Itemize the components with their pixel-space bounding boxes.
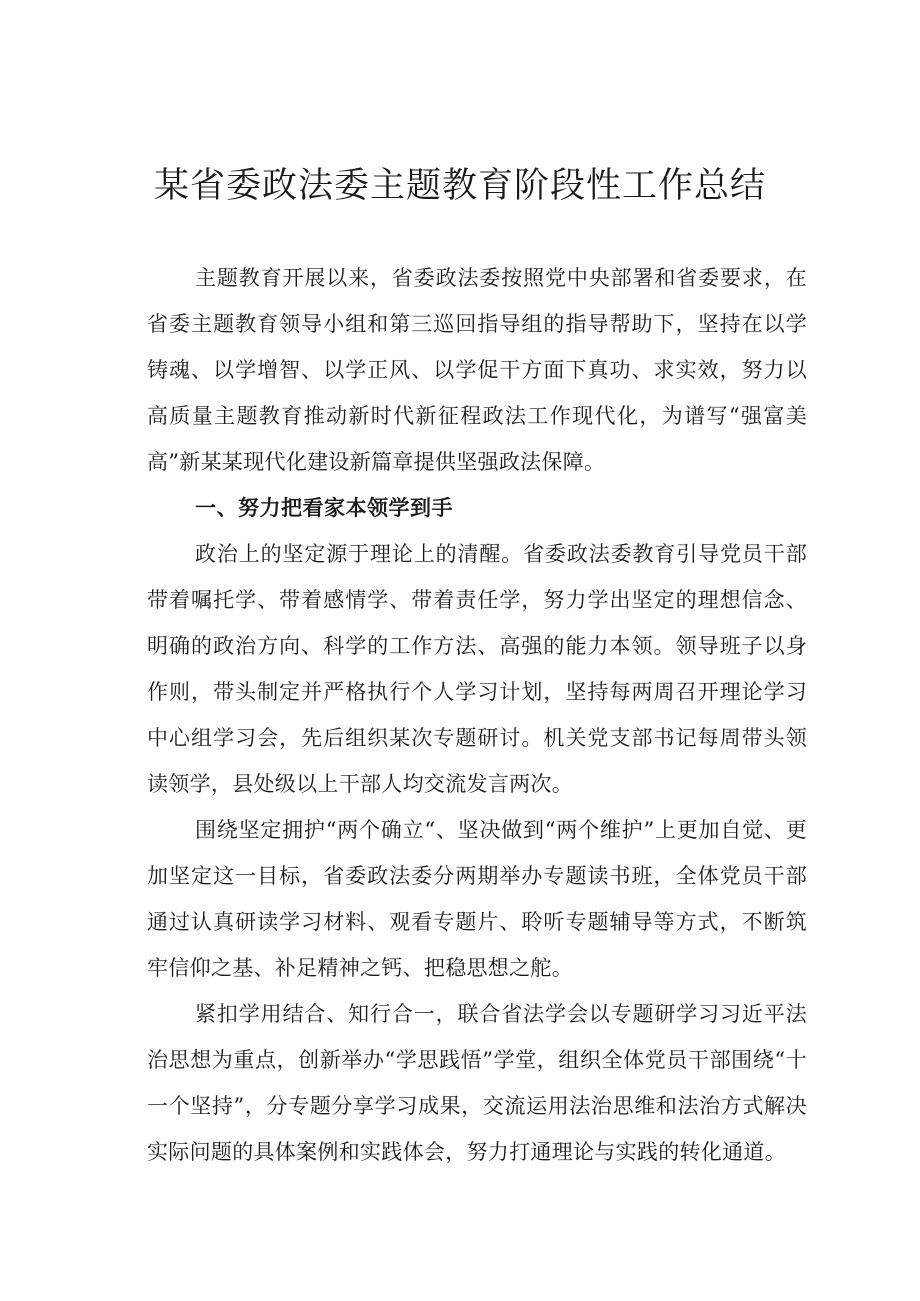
section1-paragraph-2: 围绕坚定拥护“两个确立“、坚决做到“两个维护”上更加自觉、更加坚定这一目标，省委政法委分两期举办专题读书班，全体党员干部通过认真研读学习材料、观看专题片、聆听专题辅导等方式，不断筑牢信仰之基、补足精神之钙、把稳思想之舵。 (147, 818, 807, 980)
section1-paragraph-1: 政治上的坚定源于理论上的清醒。省委政法委教育引导党员干部带着嘱托学、带着感情学、带着责任学，努力学出坚定的理想信念、明确的政治方向、科学的工作方法、高强的能力本领。领导班子以身作则，带头制定并严格执行个人学习计划，坚持每两周召开理论学习中心组学习会，先后组织某次专题研讨。机关党支部书记每周带头领读领学，县处级以上干部人均交流发言两次。 (147, 542, 807, 796)
document-body (147, 255, 807, 1175)
section1-paragraph-3: 紧扣学用结合、知行合一，联合省法学会以专题研学习习近平法治思想为重点，创新举办“学思践悟”学堂，组织全体党员干部围绕“十一个坚持”，分专题分享学习成果，交流运用法治思维和法治方式解决实际问题的具体案例和实践体会，努力打通理论与实践的转化通道。 (147, 1002, 807, 1164)
document-title: 某省委政法委主题教育阶段性工作总结 (153, 166, 766, 206)
intro-paragraph: 主题教育开展以来，省委政法委按照党中央部署和省委要求，在省委主题教育领导小组和第三巡回指导组的指导帮助下，坚持在以学铸魂、以学增智、以学正风、以学促干方面下真功、求实效，努力以高质量主题教育推动新时代新征程政法工作现代化，为谱写“强富美高”新某某现代化建设新篇章提供坚强政法保障。 (147, 266, 807, 474)
section-heading-1: 一、努力把看家本领学到手 (195, 496, 453, 520)
